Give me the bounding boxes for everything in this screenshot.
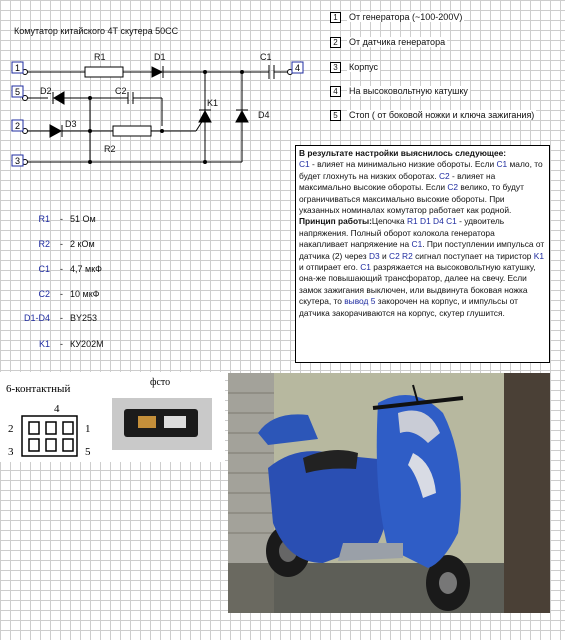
component-name: K1 xyxy=(38,339,50,349)
legend-text: На высоковольтную катушку xyxy=(349,86,468,96)
description-fragment: - влияет на минимально низкие обороты. Если xyxy=(309,159,497,170)
circuit-schematic xyxy=(0,40,301,185)
description-fragment: разряжается на высоковольтную катушку, она-же повышающий трансфоратор, далее на свечу. Если замок зажигания выключен, или выдвинута боковая ножка скутера, то xyxy=(299,262,536,307)
description-heading: В результате настройки выяснилось следующее: xyxy=(299,148,507,158)
description-fragment: вывод 5 xyxy=(344,296,376,307)
description-fragment: мало, то будет глохнуть на низких оборотах. xyxy=(299,159,543,181)
legend-num: 2 xyxy=(330,37,341,48)
connector-caption: 6-контактный xyxy=(6,383,71,395)
connector-pinout xyxy=(0,372,225,462)
description-fragment: и отпирает его. xyxy=(299,262,361,273)
legend-item xyxy=(330,84,470,98)
scooter-photo xyxy=(228,373,550,613)
legend-item xyxy=(330,60,380,74)
c1-label: C1 xyxy=(260,52,272,62)
pin-1-label: 1 xyxy=(15,63,21,73)
description-fragment: K1 xyxy=(533,250,545,261)
d4-label: D4 xyxy=(258,110,270,120)
component-value: 10 мкФ xyxy=(70,289,100,299)
legend-item xyxy=(330,108,536,122)
connector-pin-5: 5 xyxy=(85,446,91,458)
description-fragment: C2 xyxy=(447,182,459,193)
pin-5-label: 5 xyxy=(15,87,21,97)
pin-4-label: 4 xyxy=(295,63,301,73)
component-name: R1 xyxy=(38,214,50,224)
component-value: 2 кОм xyxy=(70,239,95,249)
legend-text: От генератора (~100-200V) xyxy=(349,12,463,22)
description-fragment: C1 xyxy=(299,159,310,170)
d1-label: D1 xyxy=(154,52,166,62)
component-value: 4,7 мкФ xyxy=(70,264,102,274)
legend-num: 3 xyxy=(330,62,341,73)
legend-item xyxy=(330,10,464,24)
component-name: D1-D4 xyxy=(23,313,50,323)
description-fragment: D3 xyxy=(368,250,380,261)
description-fragment: и xyxy=(379,250,390,261)
description-fragment: R1 D1 D4 C1 xyxy=(406,216,457,227)
photo-caption: фсто xyxy=(150,377,171,388)
r2-label: R2 xyxy=(104,144,116,154)
legend-num: 5 xyxy=(330,110,341,121)
component-name: C1 xyxy=(38,264,50,274)
component-value: КУ202М xyxy=(70,339,104,349)
legend-num: 4 xyxy=(330,86,341,97)
description-fragment: C1 xyxy=(360,262,371,273)
component-value: 51 Ом xyxy=(70,214,96,224)
description-box xyxy=(295,145,550,363)
connector-pin-4: 4 xyxy=(54,403,60,415)
description-fragment: C2 xyxy=(439,170,450,181)
legend-num: 1 xyxy=(330,12,341,23)
connector-pin-2: 2 xyxy=(8,423,14,435)
description-body xyxy=(299,159,544,317)
connector-pin-3: 3 xyxy=(8,446,14,458)
description-fragment: закорочен на корпус, и импульсы от датчика закорачиваются на корпус, скутер глушится. xyxy=(299,296,518,318)
diagram-title: Комутатор китайского 4Т скутера 50СС xyxy=(14,26,179,36)
description-fragment: C2 R2 xyxy=(389,250,413,261)
k1-label: K1 xyxy=(207,98,219,108)
description-fragment: . При поступлении импульса от датчика (2) через xyxy=(299,239,545,261)
component-name: C2 xyxy=(38,289,50,299)
legend-text: От датчика генератора xyxy=(349,37,446,47)
description-fragment: Принцип работы: xyxy=(299,216,372,227)
description-fragment: C1 xyxy=(496,159,508,170)
connector-pin-1: 1 xyxy=(85,423,91,435)
description-fragment: сигнал поступает на тиристор xyxy=(412,250,534,261)
description-fragment: - удвоитель напряжения. Полный оборот колокола генератора накапливает напряжение на xyxy=(299,216,505,250)
c2-label: C2 xyxy=(115,86,127,96)
component-name: R2 xyxy=(38,239,50,249)
description-fragment: Цепочка xyxy=(371,216,407,227)
component-value: BY253 xyxy=(70,313,98,323)
description-fragment: велико, то будут ограничиваться максимально высокие обороты. При указанных номиналах комутатор работает как родной. xyxy=(299,182,524,216)
legend-text: Стоп ( от боковой ножки и ключа зажигания) xyxy=(349,110,535,120)
d3-label: D3 xyxy=(65,119,77,129)
description-fragment: - влияет на максимально высокие обороты. Если xyxy=(299,170,496,193)
legend-item xyxy=(330,35,447,49)
legend-text: Корпус xyxy=(349,62,379,72)
pin-3-label: 3 xyxy=(15,156,21,166)
description-fragment: C1 xyxy=(411,239,423,250)
pin-2-label: 2 xyxy=(15,121,21,131)
d2-label: D2 xyxy=(40,86,52,96)
r1-label: R1 xyxy=(94,52,106,62)
